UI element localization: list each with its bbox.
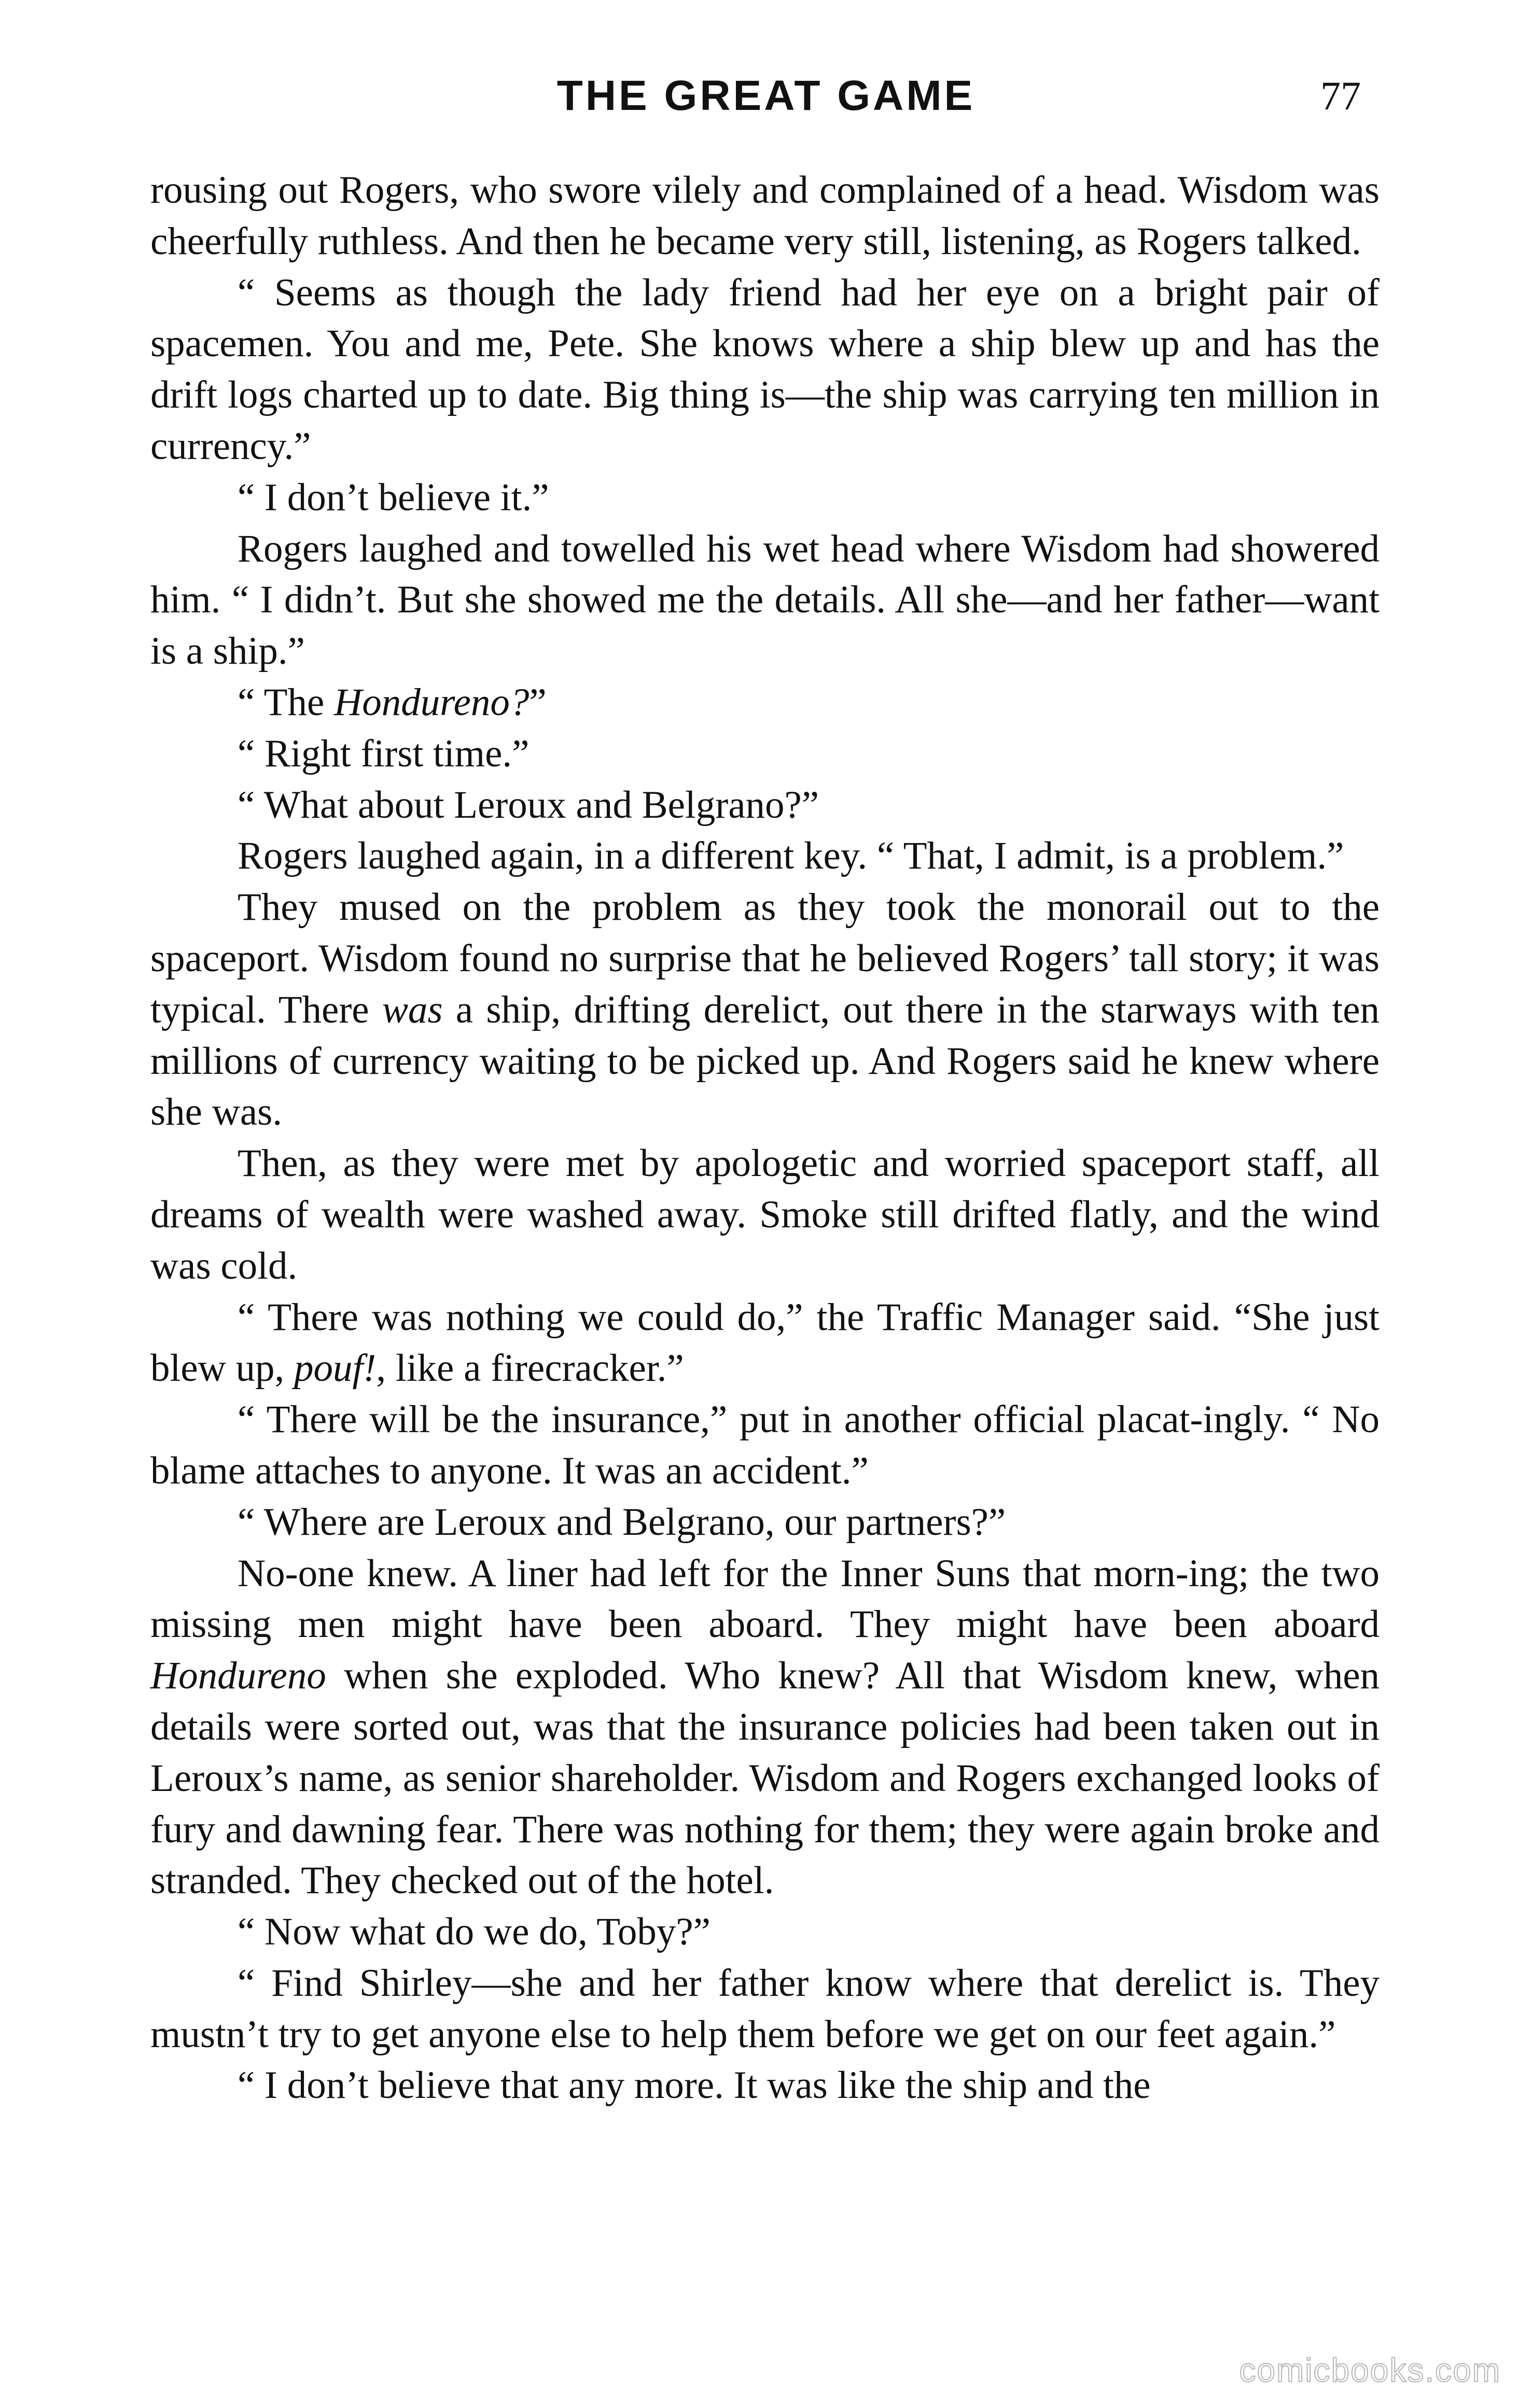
page-number: 77 <box>1320 73 1361 118</box>
italic-text: Hondureno? <box>334 680 530 724</box>
paragraph <box>150 729 1380 780</box>
paragraph-text: “ Seems as though the lady friend had her eye on a bright pair of spacemen. You and me, Pete. She knows where a ship blew up and has the drift logs charted up to date. Big thing is—the ship was carrying ten million in currency.” <box>150 271 1380 468</box>
paragraph <box>150 165 1380 268</box>
paragraph <box>150 1548 1380 1907</box>
paragraph-text: “ I don’t believe it.” <box>238 475 549 519</box>
paragraph-text: “ I don’t believe that any more. It was like the ship and the <box>238 2064 1151 2107</box>
paragraph <box>150 882 1380 1138</box>
paragraph-text: when she exploded. Who knew? All that Wisdom knew, when details were sorted out, was that the insurance policies had been taken out in Leroux’s name, as senior shareholder. Wisdom and Rogers exchanged looks of fury and dawning fear. There was nothing for them; they were again broke and stranded. They checked out of the hotel. <box>150 1654 1380 1902</box>
paragraph-text: a ship, drifting derelict, out there in the starways with ten millions of currency waiting to be picked up. And Rogers said he knew where she was. <box>150 988 1380 1134</box>
paragraph <box>150 1497 1380 1548</box>
paragraph-text: Rogers laughed and towelled his wet head where Wisdom had showered him. “ I didn’t. But she showed me the details. All she—and her father—want is a ship.” <box>150 527 1380 673</box>
paragraph-text: , like a firecracker.” <box>376 1347 684 1390</box>
paragraph <box>150 831 1380 882</box>
paragraph <box>150 472 1380 524</box>
running-head <box>150 67 1382 124</box>
body-text <box>150 165 1380 2111</box>
paragraph-text: ” <box>529 680 547 724</box>
paragraph <box>150 268 1380 472</box>
paragraph <box>150 677 1380 729</box>
paragraph-text: “ Right first time.” <box>238 732 530 775</box>
paragraph-text: rousing out Rogers, who swore vilely and complained of a head. Wisdom was cheerfully ruthless. And then he became very still, listening, as Rogers talked. <box>150 169 1380 263</box>
paragraph-text: No-one knew. A liner had left for the Inner Suns that morn-ing; the two missing men might have been aboard. They might have been aboard <box>150 1551 1380 1646</box>
running-title: THE GREAT GAME <box>556 72 976 119</box>
paragraph-text: “ The <box>238 680 335 724</box>
paragraph <box>150 1394 1380 1497</box>
italic-text: pouf! <box>294 1347 377 1390</box>
paragraph-text: “ Find Shirley—she and her father know where that derelict is. They mustn’t try to get anyone else to help them before we get on our feet again.” <box>150 1961 1380 2056</box>
paragraph <box>150 1958 1380 2061</box>
italic-text: Hondureno <box>150 1654 326 1698</box>
paragraph-text: Then, as they were met by apologetic and worried spaceport staff, all dreams of wealth were washed away. Smoke still drifted flatly, and the wind was cold. <box>150 1142 1380 1287</box>
paragraph-text: “ Now what do we do, Toby?” <box>238 1910 711 1954</box>
paragraph-text: “ What about Leroux and Belgrano?” <box>238 783 819 827</box>
italic-text: was <box>382 988 443 1031</box>
watermark: comicbooks.com <box>1239 2351 1501 2389</box>
paragraph-text: “ Where are Leroux and Belgrano, our partners?” <box>238 1500 1006 1544</box>
paragraph <box>150 1907 1380 1958</box>
paragraph-text: Rogers laughed again, in a different key. “ That, I admit, is a problem.” <box>238 834 1344 878</box>
paragraph <box>150 2060 1380 2111</box>
paragraph <box>150 1138 1380 1292</box>
paragraph <box>150 780 1380 831</box>
paragraph-text: “ There will be the insurance,” put in another official placat-ingly. “ No blame attaches to anyone. It was an accident.” <box>150 1398 1380 1492</box>
paragraph <box>150 1292 1380 1395</box>
paragraph-text: They mused on the problem as they took the monorail out to the spaceport. Wisdom found no surprise that he believed Rogers’ tall story; it was typical. There <box>150 886 1380 1031</box>
paragraph <box>150 524 1380 677</box>
paragraph-text: “ There was nothing we could do,” the Traffic Manager said. “She just blew up, <box>150 1295 1380 1390</box>
